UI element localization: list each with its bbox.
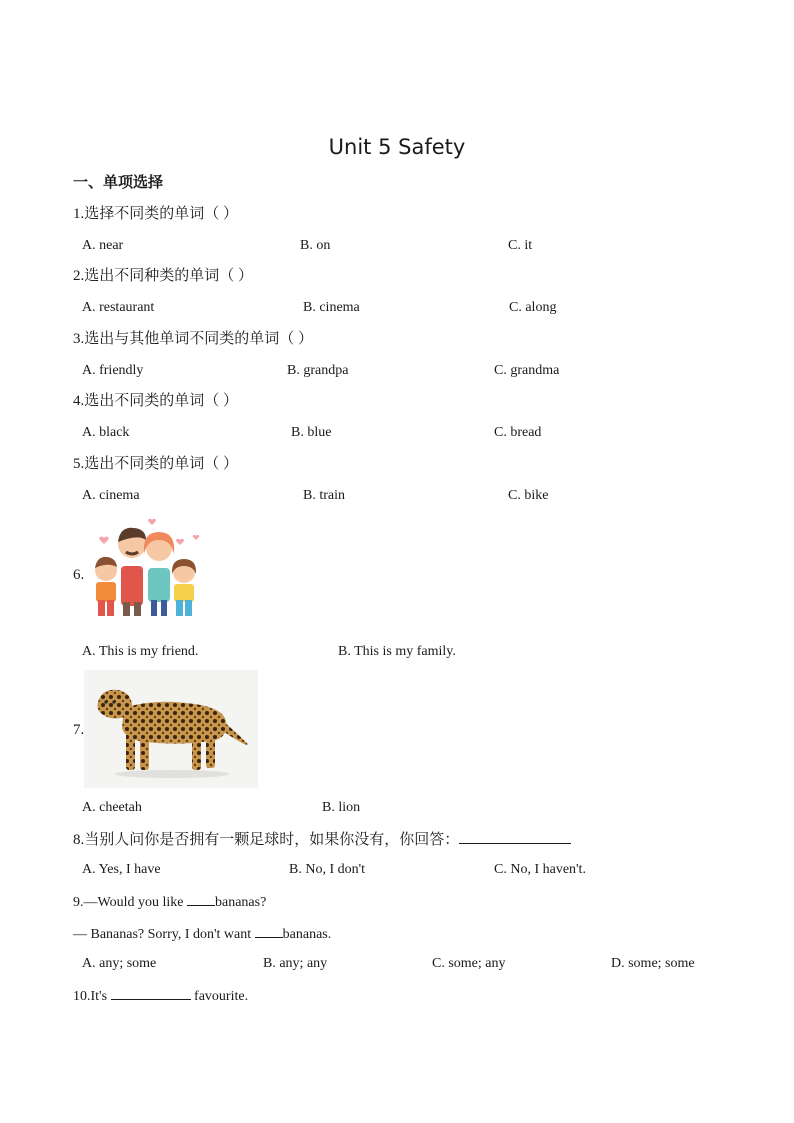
q9-option-b: B. any; any xyxy=(263,956,328,971)
q10-before-blank: 10.It's xyxy=(73,989,111,1004)
q1-option-a: A. near xyxy=(82,238,124,253)
question-8-stem xyxy=(73,828,571,851)
q5-option-b: B. train xyxy=(303,488,345,503)
q10-after-blank: favourite. xyxy=(190,989,249,1004)
q5-option-a: A. cinema xyxy=(82,488,140,503)
q10-blank xyxy=(111,984,191,1000)
q6-option-b: B. This is my family. xyxy=(338,644,456,659)
q2-option-a: A. restaurant xyxy=(82,300,155,315)
q2-option-b: B. cinema xyxy=(303,300,360,315)
q9-line1-before-blank: 9.—Would you like xyxy=(73,895,187,910)
q8-option-a: A. Yes, I have xyxy=(82,862,161,877)
q9-line1-after-blank: bananas? xyxy=(214,895,267,910)
q1-option-b: B. on xyxy=(300,238,331,253)
q9-blank-1 xyxy=(187,890,215,906)
section-heading: 一、单项选择 xyxy=(73,175,164,191)
question-7-stem: 7. xyxy=(73,722,85,738)
question-4-stem: 4.选出不同类的单词（ ） xyxy=(73,393,239,409)
question-5-stem: 5.选出不同类的单词（ ） xyxy=(73,456,239,472)
q8-option-c: C. No, I haven't. xyxy=(494,862,586,877)
question-9-line-1 xyxy=(73,890,266,914)
q6-option-a: A. This is my friend. xyxy=(82,644,199,659)
question-10-stem xyxy=(73,984,248,1008)
leopard-photo xyxy=(84,670,258,788)
q7-option-a: A. cheetah xyxy=(82,800,142,815)
q9-option-c: C. some; any xyxy=(432,956,506,971)
question-6-stem: 6. xyxy=(73,567,85,583)
question-2-stem: 2.选出不同种类的单词（ ） xyxy=(73,268,254,284)
q2-option-c: C. along xyxy=(509,300,557,315)
q5-option-c: C. bike xyxy=(508,488,549,503)
question-3-stem: 3.选出与其他单词不同类的单词（ ） xyxy=(73,331,314,347)
q9-option-d: D. some; some xyxy=(611,956,695,971)
q3-option-b: B. grandpa xyxy=(287,363,349,378)
question-9-line-2 xyxy=(73,922,331,946)
q7-option-b: B. lion xyxy=(322,800,361,815)
q4-option-a: A. black xyxy=(82,425,130,440)
q9-blank-2 xyxy=(255,922,283,938)
question-1-stem: 1.选择不同类的单词（ ） xyxy=(73,206,239,222)
q9-line2-after-blank: bananas. xyxy=(282,927,332,942)
page-title: Unit 5 Safety xyxy=(328,135,466,159)
q9-option-a: A. any; some xyxy=(82,956,157,971)
q9-line2-before-blank: — Bananas? Sorry, I don't want xyxy=(73,927,255,942)
q8-answer-blank xyxy=(459,828,571,844)
q1-option-c: C. it xyxy=(508,238,533,253)
q8-stem-text: 8.当别人问你是否拥有一颗足球时，如果你没有，你回答： xyxy=(73,832,460,848)
q4-option-c: C. bread xyxy=(494,425,542,440)
family-illustration xyxy=(86,514,204,618)
q3-option-a: A. friendly xyxy=(82,363,144,378)
q4-option-b: B. blue xyxy=(291,425,332,440)
q8-option-b: B. No, I don't xyxy=(289,862,366,877)
q3-option-c: C. grandma xyxy=(494,363,560,378)
